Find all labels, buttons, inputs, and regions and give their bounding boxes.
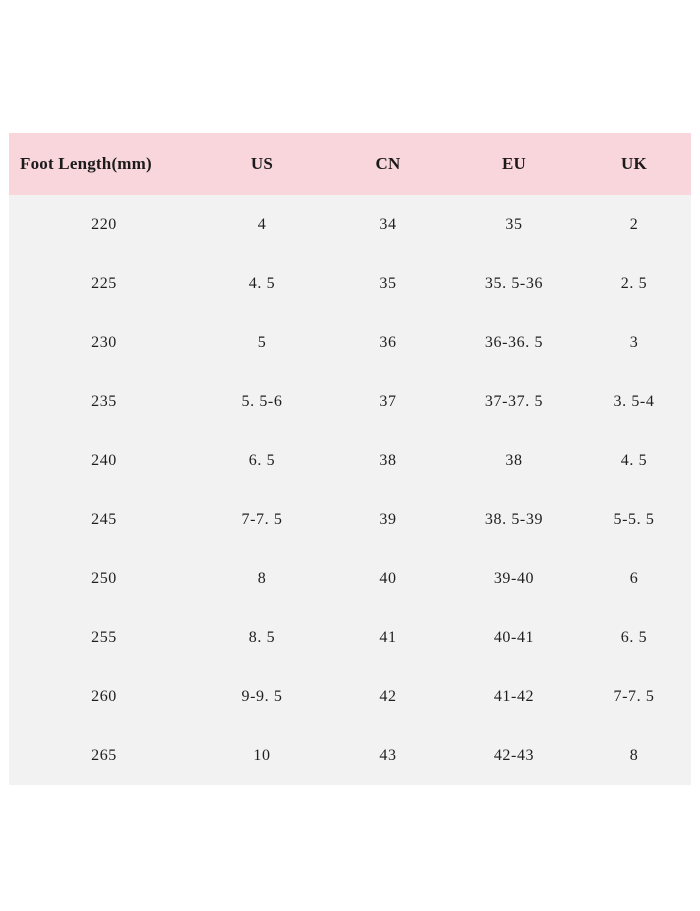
table-row (9, 608, 691, 667)
cell-us: 4 (257, 215, 267, 233)
cell-uk: 3 (629, 333, 639, 351)
cell-uk: 6 (629, 569, 639, 587)
column-header-eu: EU (501, 154, 527, 173)
cell-foot-length: 260 (91, 687, 117, 705)
cell-us: 4. 5 (248, 274, 276, 292)
cell-cn: 34 (379, 215, 397, 233)
cell-eu: 38 (505, 451, 523, 469)
column-header-cn: CN (375, 154, 401, 173)
cell-eu: 42-43 (493, 746, 535, 764)
cell-us: 8 (257, 569, 267, 587)
cell-eu: 35 (505, 215, 523, 233)
cell-us: 7-7. 5 (241, 510, 283, 528)
cell-foot-length: 240 (91, 451, 117, 469)
cell-us: 5 (257, 333, 267, 351)
cell-cn: 43 (379, 746, 397, 764)
cell-cn: 41 (379, 628, 397, 646)
cell-foot-length: 245 (91, 510, 117, 528)
cell-uk: 5-5. 5 (613, 510, 655, 528)
cell-eu: 35. 5-36 (484, 274, 544, 292)
cell-cn: 37 (379, 392, 397, 410)
table-row (9, 254, 691, 313)
cell-cn: 38 (379, 451, 397, 469)
cell-uk: 6. 5 (620, 628, 648, 646)
cell-foot-length: 235 (91, 392, 117, 410)
cell-us: 5. 5-6 (241, 392, 283, 410)
cell-eu: 39-40 (493, 569, 535, 587)
cell-cn: 36 (379, 333, 397, 351)
cell-cn: 40 (379, 569, 397, 587)
cell-foot-length: 265 (91, 746, 117, 764)
cell-cn: 35 (379, 274, 397, 292)
column-header-us: US (250, 154, 274, 173)
cell-foot-length: 225 (91, 274, 117, 292)
cell-uk: 7-7. 5 (613, 687, 655, 705)
table-row (9, 195, 691, 254)
table-row (9, 490, 691, 549)
table-header-row (9, 133, 691, 195)
cell-uk: 3. 5-4 (613, 392, 655, 410)
table-row (9, 549, 691, 608)
cell-cn: 39 (379, 510, 397, 528)
table-row (9, 431, 691, 490)
cell-us: 10 (253, 746, 271, 764)
cell-uk: 4. 5 (620, 451, 648, 469)
cell-eu: 40-41 (493, 628, 535, 646)
cell-uk: 8 (629, 746, 639, 764)
table-header (9, 133, 691, 195)
cell-foot-length: 255 (91, 628, 117, 646)
table-row (9, 313, 691, 372)
cell-eu: 41-42 (493, 687, 535, 705)
cell-uk: 2. 5 (620, 274, 648, 292)
cell-foot-length: 220 (91, 215, 117, 233)
shoe-size-conversion-table (9, 133, 691, 785)
cell-uk: 2 (629, 215, 639, 233)
table-row (9, 667, 691, 726)
cell-eu: 37-37. 5 (484, 392, 544, 410)
cell-eu: 36-36. 5 (484, 333, 544, 351)
column-header-uk: UK (621, 154, 647, 173)
cell-foot-length: 230 (91, 333, 117, 351)
table-row (9, 726, 691, 785)
cell-cn: 42 (379, 687, 397, 705)
table-body (9, 195, 691, 785)
cell-eu: 38. 5-39 (484, 510, 544, 528)
cell-us: 8. 5 (248, 628, 276, 646)
table-row (9, 372, 691, 431)
cell-us: 6. 5 (248, 451, 276, 469)
cell-us: 9-9. 5 (241, 687, 283, 705)
column-header-foot-length: Foot Length(mm) (20, 154, 152, 173)
cell-foot-length: 250 (91, 569, 117, 587)
